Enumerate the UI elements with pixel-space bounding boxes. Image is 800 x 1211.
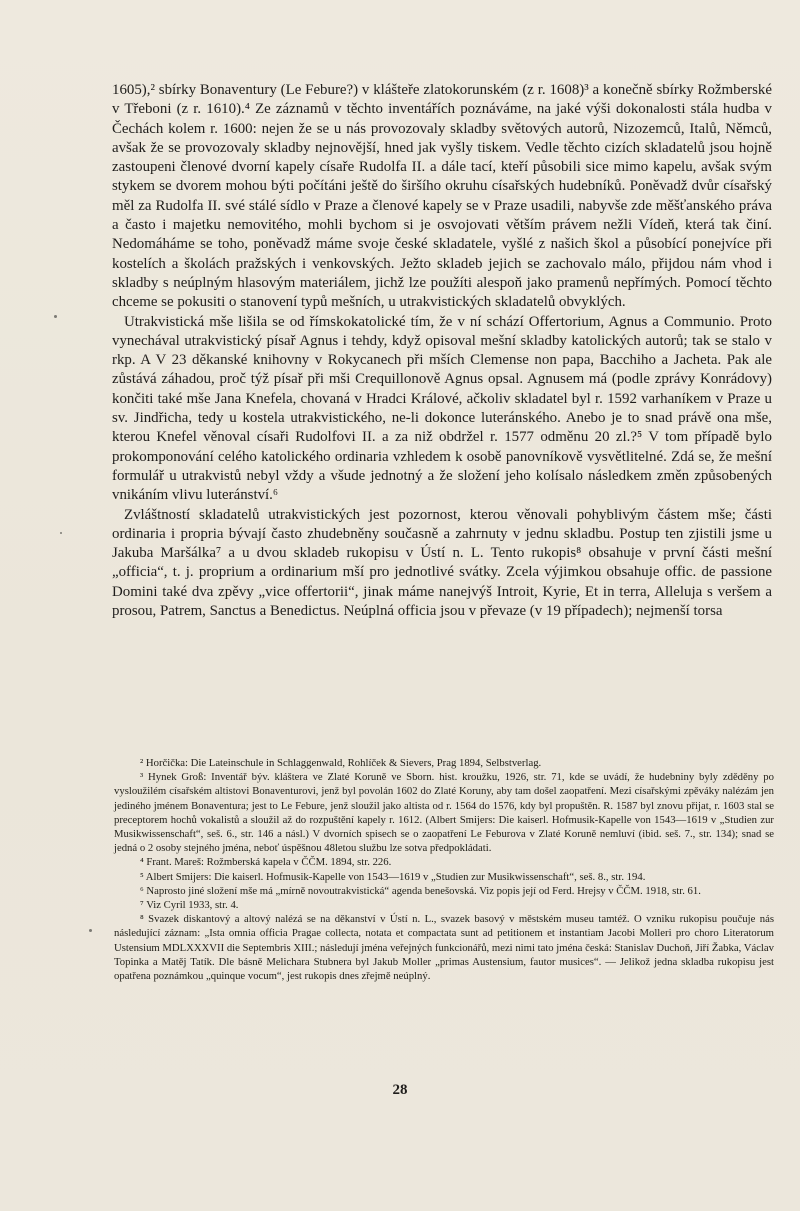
footnote-2: ² Horčička: Die Lateinschule in Schlaggenwald, Rohlíček & Sievers, Prag 1894, Selbstverlag. xyxy=(140,757,542,769)
footnote-6: ⁶ Naprosto jiné složení mše má „mírně novoutrakvistická“ agenda benešovská. Viz popis její od Ferd. Hrejsy v ČČM. 1918, str. 61. xyxy=(140,884,701,897)
paragraph-1: 1605),² sbírky Bonaventury (Le Febure?) v klášteře zlatokorunském (z r. 1608)³ a konečně sbírky Rožmberské v Třeboni (z r. 1610).⁴ Ze záznamů v těchto inventářích poznáváme, na jaké výši dokonalosti stála hudba v Čechách kolem r. 1600: nejen že se u nás provozovaly skladby světových autorů, Nizozemců, Italů, Němců, avšak že se provozovaly skladby nejnovější, hned jak vyšly tiskem. Vedle těchto cizích skladatelů jsou hojně zastoupeni členové dvorní kapely císaře Rudolfa II. a dále tací, kteří působili sice mimo kapelu, avšak svým stykem se dvorem mohou býti počítáni ještě do širšího okruhu císařských hudebníků. Poněvadž dvůr císařský měl za Rudolfa II. své stálé sídlo v Praze a členové kapely se v Praze usadili, nabyvše zde měšťanského práva a často i majetku nemovitého, mohli bychom si je osvojovati větším právem nežli Vídeň, která tak činí. Nedomáháme se toho, poněvadž máme svoje české skladatele, vyšlé z našich škol a působící ponejvíce při kostelích a školách pražských i venkovských. Ježto skladeb jejich se zachovalo málo, přijdou nám vhod i skladby s neúplným hlasovým materiálem, jichž lze použíti alespoň jako pramenů nepřímých. Pomocí těchto chceme se pokusiti o stanovení typů mešních, u utrakvistických skladatelů obvyklých. xyxy=(112,82,772,311)
paragraph-2: Utrakvistická mše lišila se od římskokatolické tím, že v ní schází Offertorium, Agnus a Communio. Proto vynechával utrakvistický písař Agnus i tehdy, když opisoval mešní skladby katolických autorů; tak se stalo v rkp. A V 23 děkanské knihovny v Rokycanech při mších Clemense non papa, Bacchiho a Jacheta. Pak ale zůstává záhadou, proč týž písař při mši Crequillonově Agnus opsal. Agnusem má (podle zprávy Konrádovy) končiti také mše Jana Knefela, chovaná v Hradci Králové, ačkoliv skladatel byl r. 1592 varhaníkem v Praze u sv. Jindřicha, tedy u kostela utrakvistického, ne-li dokonce luteránského. Anebo je to snad právě ona mše, kterou Knefel věnoval císaři Rudolfovi II. a za niž obdržel r. 1577 odměnu 20 zl.?⁵ V tom případě bylo prokomponování celého katolického ordinaria vzhledem k osobě panovníkově vysvětlitelné. Zdá se, že mešní formulář u utrakvistů nebyl vždy a všude jednotný a že složení jeho kolísalo následkem změn způsobených vnikáním vlivu luteránství.⁶ xyxy=(112,313,772,504)
paragraph-3: Zvláštností skladatelů utrakvistických jest pozornost, kterou věnovali pohyblivým částem mše; části ordinaria i propria bývají často zhudebněny současně a zahrnuty v jednu skladbu. Postup ten zjistili jsme u Jakuba Maršálka⁷ a u dvou skladeb rukopisu v Ústí n. L. Tento rukopis⁸ obsahuje v první části mešní „officia“, t. j. proprium a ordinarium mší pro jednotlivé svátky. Zcela výjimkou obsahuje offic. de passione Domini také dva zpěvy „vice offertorii“, jinak máme nanejvýš Introit, Kyrie, Et in terra, Alleluja s veršem a prosou, Patrem, Sanctus a Benedictus. Neúplná officia jsou v převaze (v 19 případech); nejmenší torsa xyxy=(112,506,772,620)
paper-speck xyxy=(54,315,57,318)
footnote-8: ⁸ Svazek diskantový a altový nalézá se na děkanství v Ústí n. L., svazek basový v městském museu tamtéž. O vzniku rukopisu poučuje nás následující záznam: „Ista omnia officia Pragae collecta, notata et compactata sunt ad petitionem et instantiam Jacobi Molleri pro choro Literatorum Ustensium MDLXXXVII die Septembris XIII.; následují jména veřejných funkcionářů, mezi nimi tato jména česká: Stanislav Duchoň, Jiří Žabka, Václav Topinka a Matěj Tatík. Dle básně Melichara Stubnera byl Jakub Moller „primas Austensium, fautor musices“. — Jelikož jedna skladba rukopisu jest opatřena poznámkou „quinque vocum“, jest rukopis dnes zřejmě neúplný. xyxy=(114,913,774,983)
main-text xyxy=(112,81,772,621)
paper-speck xyxy=(89,929,92,932)
paper-speck xyxy=(60,532,62,534)
footnotes xyxy=(114,756,774,983)
footnote-4: ⁴ Frant. Mareš: Rožmberská kapela v ČČM. 1894, str. 226. xyxy=(140,856,392,869)
footnote-7: ⁷ Viz Cyril 1933, str. 4. xyxy=(140,899,239,912)
footnote-3: ³ Hynek Groß: Inventář býv. kláštera ve Zlaté Koruně ve Sborn. hist. kroužku, 1926, str. 71, kde se uvádí, že hudebniny byly zděděny po vysloužilém císařském altistovi Bonaventurovi, jenž byl povolán 1602 do Zlaté Koruny, aby tam došel zaopatření. Mezi císařskými zpěváky nalézám jen jediného jménem Bonaventura; jest to Le Febure, jenž sloužil jako altista od r. 1564 do 1576, kdy byl propuštěn. R. 1587 byl znovu přijat, r. 1603 stal se preceptorem hochů vokalistů a sloužil až do rozpuštění kapely r. 1612. (Albert Smijers: Die kaiserl. Hofmusik-Kapelle von 1543—1619 v „Studien zur Musikwissenschaft“, seš. 6., str. 146 a násl.) V dvorních spisech se o zaopatření Le Feburova v Zlaté Koruně nemluví (ibid. seš. 7., str. 134); snad se jedná o 2 osoby stejného jména, neboť úspěšnou 48letou službu lze sotva předpokládati. xyxy=(114,771,774,855)
page-number: 28 xyxy=(392,1082,408,1098)
footnote-5: ⁵ Albert Smijers: Die kaiserl. Hofmusik-Kapelle von 1543—1619 v „Studien zur Musikwissenschaft“, seš. 8., str. 194. xyxy=(140,870,646,883)
